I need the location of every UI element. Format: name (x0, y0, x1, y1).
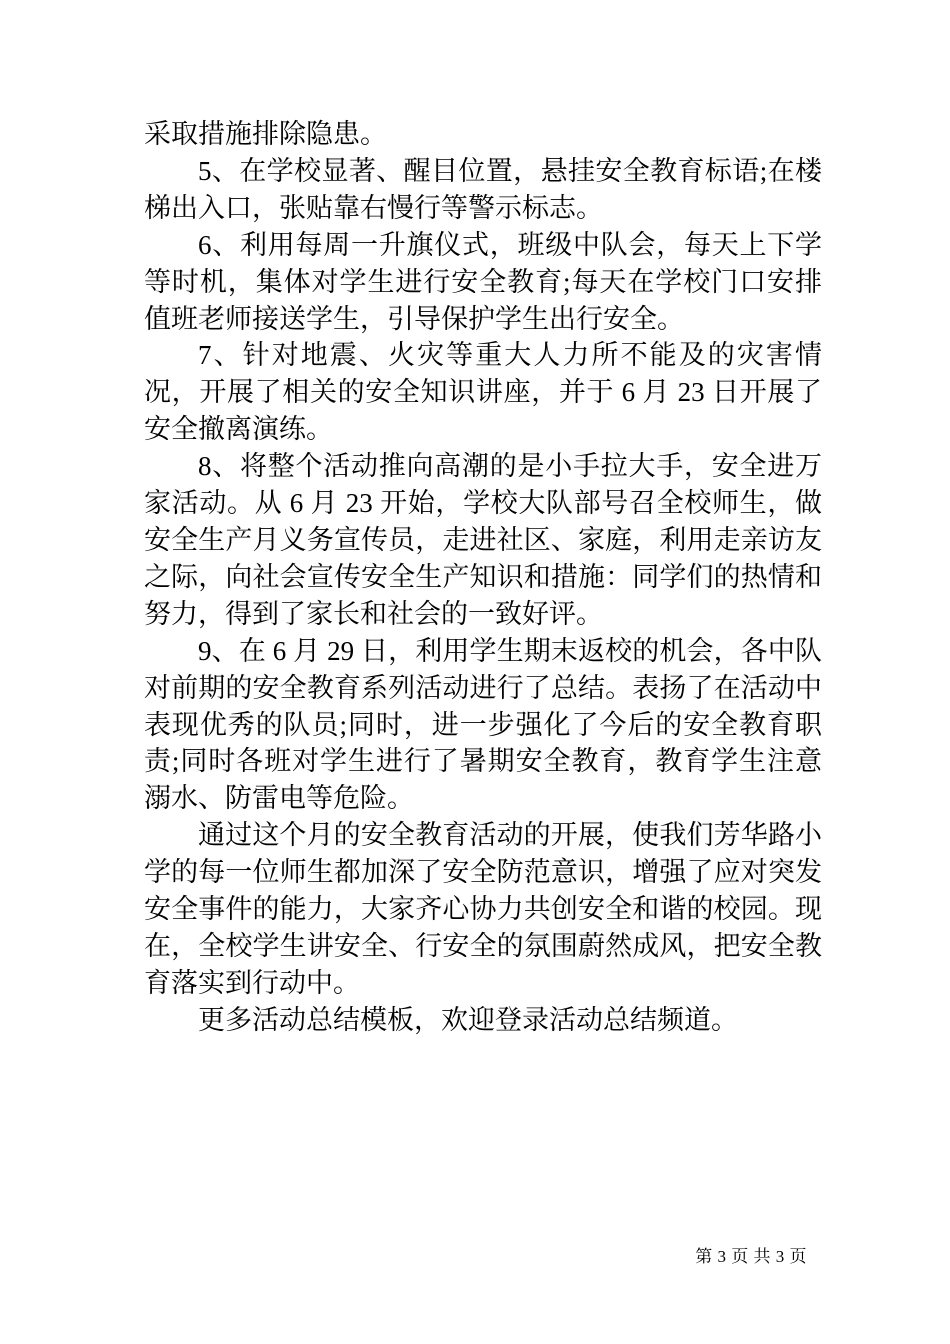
paragraph: 9、在 6 月 29 日，利用学生期末返校的机会，各中队对前期的安全教育系列活动进行了总结。表扬了在活动中表现优秀的队员;同时，进一步强化了今后的安全教育职责;同时各班对学生进行了暑期安全教育，教育学生注意溺水、防雷电等危险。 (144, 635, 822, 814)
paragraph: 6、利用每周一升旗仪式，班级中队会，每天上下学等时机，集体对学生进行安全教育;每天在学校门口安排值班老师接送学生，引导保护学生出行安全。 (144, 229, 822, 334)
paragraph: 7、针对地震、火灾等重大人力所不能及的灾害情况，开展了相关的安全知识讲座，并于 6 月 23 日开展了安全撤离演练。 (144, 340, 822, 445)
paragraph: 采取措施排除隐患。 (144, 119, 387, 149)
paragraph: 8、将整个活动推向高潮的是小手拉大手，安全进万家活动。从 6 月 23 开始，学校大队部号召全校师生，做安全生产月义务宣传员，走进社区、家庭，利用走亲访友之际，向社会宣传安全生产知识和措施：同学们的热情和努力，得到了家长和社会的一致好评。 (144, 451, 822, 629)
paragraph: 5、在学校显著、醒目位置，悬挂安全教育标语;在楼梯出入口，张贴靠右慢行等警示标志。 (144, 155, 822, 223)
paragraph: 通过这个月的安全教育活动的开展，使我们芳华路小学的每一位师生都加深了安全防范意识，增强了应对突发安全事件的能力，大家齐心协力共创安全和谐的校园。现在，全校学生讲安全、行安全的氛围蔚然成风，把安全教育落实到行动中。 (144, 820, 822, 998)
paragraph: 更多活动总结模板，欢迎登录活动总结频道。 (198, 1004, 738, 1035)
page-number: 第 3 页 共 3 页 (695, 1247, 807, 1266)
document-body (144, 116, 822, 1039)
